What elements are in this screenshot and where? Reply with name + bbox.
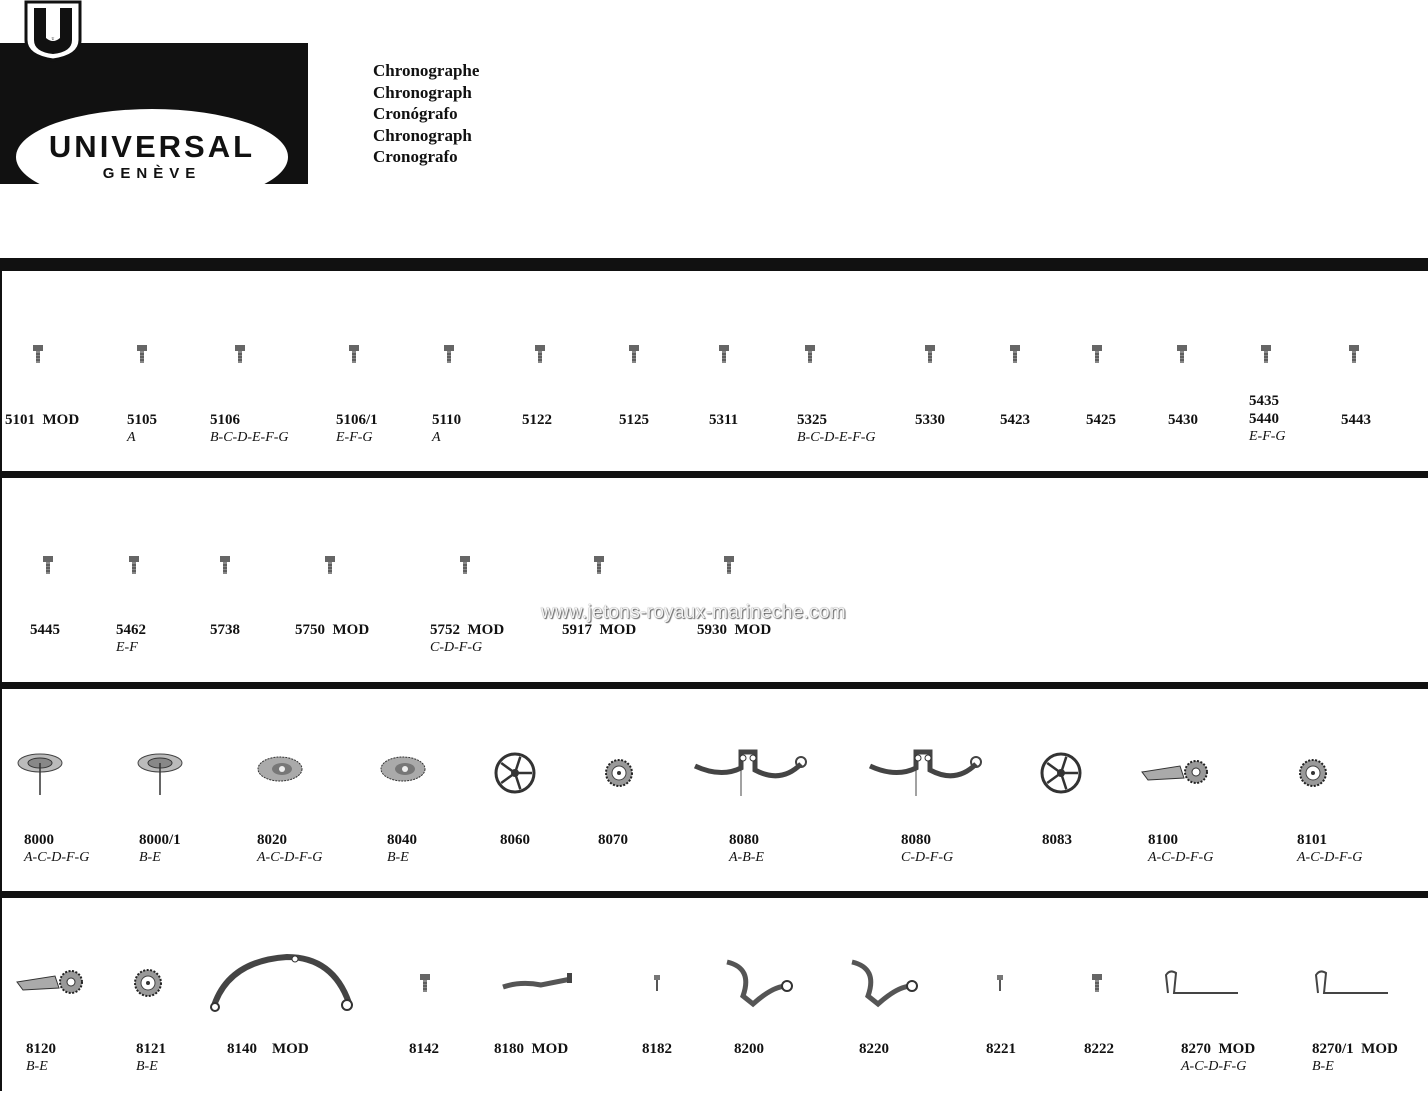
part-number: 5106/1 — [336, 412, 378, 428]
part-number: 5435 — [1249, 393, 1279, 409]
part-number: 8080 — [901, 832, 931, 848]
part-variants: E-F — [116, 640, 138, 655]
catalog-part — [387, 831, 417, 867]
catalog-part — [1297, 831, 1362, 867]
part-variants: A — [432, 430, 441, 445]
pin-icon — [994, 973, 1006, 993]
catalog-part — [1084, 1040, 1114, 1058]
part-variants: A-B-E — [729, 850, 764, 865]
part-number: 8142 — [409, 1041, 439, 1057]
part-number: 5101 MOD — [5, 412, 80, 428]
part-number: 8222 — [1084, 1041, 1114, 1057]
catalog-part — [1086, 411, 1116, 429]
part-number: 8180 MOD — [494, 1041, 569, 1057]
part-number: 8020 — [257, 832, 287, 848]
part-variants: A-C-D-F-G — [1181, 1059, 1247, 1074]
screw-icon — [458, 554, 472, 576]
toothed-wheel-icon — [379, 753, 427, 793]
lever-with-wheel-icon — [15, 968, 85, 998]
part-number: 8270 MOD — [1181, 1041, 1256, 1057]
screw-icon — [592, 554, 606, 576]
catalog-part — [500, 831, 530, 849]
title-french: Chronographe — [373, 61, 480, 80]
catalog-part — [598, 831, 628, 849]
catalog-part — [409, 1040, 439, 1058]
title-german: Chronograph — [373, 125, 472, 145]
part-number: 8221 — [986, 1041, 1016, 1057]
catalog-part — [859, 1040, 889, 1058]
screw-icon — [923, 343, 937, 365]
part-number: 5330 — [915, 412, 945, 428]
title-italian: Cronografo — [373, 147, 458, 166]
part-number: 8200 — [734, 1041, 764, 1057]
screw-icon — [442, 343, 456, 365]
catalog-part — [797, 411, 876, 447]
part-variants: A-C-D-F-G — [1297, 850, 1363, 865]
part-number: 5443 — [1341, 412, 1371, 428]
brand-name: UNIVERSAL — [48, 129, 256, 164]
part-variants: A — [127, 430, 136, 445]
part-number: 8100 — [1148, 832, 1178, 848]
part-number: 8121 — [136, 1041, 166, 1057]
part-variants: B-C-D-E-F-G — [210, 430, 289, 445]
screw-icon — [1090, 972, 1104, 994]
catalog-titles — [373, 60, 479, 168]
watermark: www.jetons-royaux-marineche.com — [541, 602, 846, 623]
part-number: 8080 — [729, 832, 759, 848]
catalog-part — [257, 831, 322, 867]
part-variants: B-E — [387, 850, 409, 865]
catalog-part — [729, 831, 764, 867]
catalog-part — [1312, 1040, 1398, 1076]
screw-icon — [323, 554, 337, 576]
svg-text:U: U — [51, 36, 55, 41]
screw-icon — [233, 343, 247, 365]
screw-icon — [418, 972, 432, 994]
catalog-part — [1249, 392, 1286, 446]
part-variants: A-C-D-F-G — [1148, 850, 1214, 865]
catalog-part — [26, 1040, 56, 1076]
part-variants: B-E — [1312, 1059, 1334, 1074]
pin-icon — [651, 973, 663, 993]
part-number: 5752 MOD — [430, 622, 505, 638]
part-number: 5105 — [127, 412, 157, 428]
part-variants: B-C-D-E-F-G — [797, 430, 876, 445]
catalog-part — [5, 411, 79, 429]
screw-icon — [135, 343, 149, 365]
catalog-part — [915, 411, 945, 429]
part-number: 5110 — [432, 412, 462, 428]
screw-icon — [347, 343, 361, 365]
part-number: 5125 — [619, 412, 649, 428]
catalog-part — [1042, 831, 1072, 849]
toothed-wheel-icon — [256, 753, 304, 793]
catalog-part — [1000, 411, 1030, 429]
spring-icon — [1310, 967, 1390, 999]
spring-icon — [1160, 967, 1240, 999]
hook-lever-icon — [723, 956, 797, 1010]
catalog-part — [901, 831, 953, 867]
part-number-alt: 5440 — [1249, 411, 1279, 427]
catalog-part — [30, 621, 60, 639]
part-variants: C-D-F-G — [901, 850, 954, 865]
screw-icon — [803, 343, 817, 365]
catalog-part — [139, 831, 181, 867]
part-number: 8060 — [500, 832, 530, 848]
spoked-wheel-icon — [1039, 751, 1083, 795]
part-number: 8000/1 — [139, 832, 181, 848]
catalog-part — [709, 411, 738, 429]
part-variants: E-F-G — [1249, 429, 1286, 444]
hammer-lever-icon — [501, 971, 579, 995]
part-number: 5930 MOD — [697, 622, 772, 638]
catalog-part — [336, 411, 378, 447]
part-number: 8101 — [1297, 832, 1327, 848]
gear-icon — [1297, 757, 1329, 789]
screw-icon — [533, 343, 547, 365]
catalog-part — [127, 411, 157, 447]
screw-icon — [1175, 343, 1189, 365]
part-number: 8120 — [26, 1041, 56, 1057]
hook-lever-icon — [848, 956, 922, 1010]
section-divider — [0, 682, 1428, 689]
part-variants: B-E — [136, 1059, 158, 1074]
part-number: 5462 — [116, 622, 146, 638]
part-variants: C-D-F-G — [430, 640, 483, 655]
part-number: 5106 — [210, 412, 240, 428]
catalog-part — [522, 411, 552, 429]
catalog-part — [210, 621, 240, 639]
catalog-part — [1181, 1040, 1255, 1076]
brand-logo — [0, 43, 308, 184]
part-variants: B-E — [26, 1059, 48, 1074]
title-english: Chronograph — [373, 82, 472, 102]
catalog-part — [1168, 411, 1198, 429]
brand-subtitle: GENÈVE — [102, 165, 202, 182]
part-variants: A-C-D-F-G — [24, 850, 90, 865]
catalog-part — [210, 411, 289, 447]
screw-icon — [1090, 343, 1104, 365]
part-number: 8083 — [1042, 832, 1072, 848]
part-number: 5423 — [1000, 412, 1030, 428]
title-spanish: Cronógrafo — [373, 104, 458, 123]
part-number: 8040 — [387, 832, 417, 848]
catalog-part — [116, 621, 146, 657]
catalog-part — [734, 1040, 764, 1058]
screw-icon — [1008, 343, 1022, 365]
part-number: 8070 — [598, 832, 628, 848]
part-number: 5425 — [1086, 412, 1116, 428]
wheel-with-arbor-icon — [16, 749, 64, 797]
section-divider — [0, 471, 1428, 478]
arc-bridge-icon — [207, 951, 357, 1015]
catalog-part — [986, 1040, 1016, 1058]
screw-icon — [717, 343, 731, 365]
part-number: 5445 — [30, 622, 60, 638]
bridge-lever-icon — [691, 748, 809, 798]
part-number: 5325 — [797, 412, 827, 428]
section-edge — [0, 271, 2, 1091]
lever-with-wheel-icon — [1140, 758, 1210, 788]
ratchet-wheel-icon — [603, 757, 635, 789]
part-variants: A-C-D-F-G — [257, 850, 323, 865]
section-divider — [0, 258, 1428, 271]
screw-icon — [41, 554, 55, 576]
part-number: 5311 — [709, 412, 739, 428]
screw-icon — [722, 554, 736, 576]
catalog-part — [24, 831, 89, 867]
part-variants: B-E — [139, 850, 161, 865]
screw-icon — [218, 554, 232, 576]
screw-icon — [1347, 343, 1361, 365]
section-divider — [0, 891, 1428, 898]
logo-oval — [16, 109, 288, 205]
part-number: 8000 — [24, 832, 54, 848]
part-number: 5917 MOD — [562, 622, 637, 638]
catalog-part — [432, 411, 461, 447]
part-variants: E-F-G — [336, 430, 373, 445]
spoked-wheel-icon — [493, 751, 537, 795]
wheel-with-arbor-icon — [136, 749, 184, 797]
part-number: 5750 MOD — [295, 622, 370, 638]
catalog-part — [1341, 411, 1371, 429]
part-number: 8182 — [642, 1041, 672, 1057]
screw-icon — [1259, 343, 1273, 365]
catalog-part — [494, 1040, 568, 1058]
part-number: 8220 — [859, 1041, 889, 1057]
shield-icon — [22, 0, 84, 62]
catalog-part — [136, 1040, 166, 1076]
part-number: 5122 — [522, 412, 552, 428]
catalog-part — [619, 411, 649, 429]
part-number: 8270/1 MOD — [1312, 1041, 1398, 1057]
screw-icon — [627, 343, 641, 365]
screw-icon — [127, 554, 141, 576]
catalog-part — [1148, 831, 1213, 867]
part-number: 5430 — [1168, 412, 1198, 428]
catalog-part — [227, 1040, 309, 1058]
gear-icon — [132, 967, 164, 999]
part-number: 8140 MOD — [227, 1041, 309, 1057]
bridge-lever-icon — [866, 748, 984, 798]
catalog-part — [430, 621, 504, 657]
part-number: 5738 — [210, 622, 240, 638]
screw-icon — [31, 343, 45, 365]
catalog-part — [642, 1040, 672, 1058]
catalog-part — [295, 621, 369, 639]
